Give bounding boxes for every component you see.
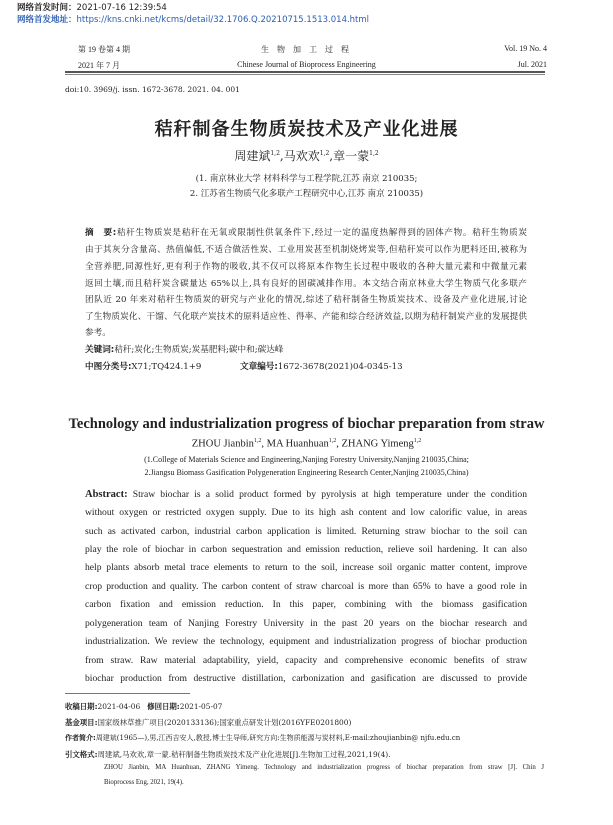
date-en: Jul. 2021 — [517, 60, 547, 69]
affil-sup: 1,2 — [413, 438, 422, 444]
abstract-en-line: play the role of biochar in carbon sequestration and emission reduction, relieve soil hardening. It can also — [85, 544, 527, 555]
affiliation-zh-1: (1. 南京林业大学 材料科学与工程学院,江苏 南京 210035; — [195, 174, 418, 184]
journal-en: Chinese Journal of Bioprocess Engineering — [237, 60, 376, 69]
fund-info — [65, 717, 351, 728]
label: 关键词: — [85, 345, 115, 355]
abstract-label: 摘 要: — [85, 228, 117, 238]
affiliation-en-1: (1.College of Materials Science and Engineering,Nanjing Forestry University,Nanjing 210035,China; — [144, 455, 469, 464]
abstract-zh-line: 团队近 20 年来对秸秆生物质炭的研究与产业化的情况,综述了秸秆制备生物质炭技术、设备及产业化进展,讨论 — [85, 295, 527, 305]
label: 网络首发时间： — [17, 3, 77, 13]
abstract-en-line: carbon fixation and emission reduction. In this paper, combining with the biomass gasification — [85, 599, 527, 610]
value: 国家级林草推广项目(2020133136);国家重点研发计划(2016YFE0201800) — [97, 718, 352, 727]
url-link[interactable]: https://kns.cnki.net/kcms/detail/32.1706.Q.20210715.1513.014.html — [76, 15, 370, 25]
clc-number — [85, 360, 201, 372]
value: 2021-07-16 12:39:54 — [76, 3, 167, 13]
citation-en-line: Bioprocess Eng, 2021, 19(4). — [104, 779, 184, 786]
title-en: Technology and industrialization progress of biochar preparation from straw — [68, 416, 545, 432]
value: 周建斌(1965—),男,江西吉安人,教授,博士生导师,研究方向:生物质能源与炭材料,E-mail:zhoujianbin@ njfu.edu.cn — [95, 734, 461, 742]
abstract-en-line — [85, 489, 527, 500]
footnote-rule — [65, 693, 190, 694]
abstract-label: Abstract: — [85, 489, 128, 500]
affil-sup: 1,2 — [253, 438, 262, 444]
article-number — [240, 360, 403, 372]
author: ZHANG Yimeng — [341, 438, 414, 450]
abstract-en-line: biochar production from destructive distillation, carbonization and gasification are discussed to provide — [85, 673, 527, 684]
citation-zh — [65, 749, 391, 760]
author: ZHOU Jianbin — [191, 438, 254, 450]
value: 秸秆;炭化;生物质炭;炭基肥料;碳中和;碳达峰 — [114, 345, 284, 355]
label: 文章编号: — [240, 362, 278, 372]
value: 2021-05-07 — [179, 702, 223, 711]
label: 作者简介: — [65, 734, 96, 742]
affil-sup: 1,2 — [319, 150, 330, 157]
title-zh: 秸秆制备生物质炭技术及产业化进展 — [154, 119, 459, 140]
keywords-zh — [85, 343, 283, 355]
online-publish-time — [17, 1, 167, 13]
online-publish-url[interactable] — [17, 13, 369, 25]
label: 修回日期: — [147, 702, 180, 711]
value: 1672-3678(2021)04-0345-13 — [277, 362, 403, 372]
abstract-zh-line: 了生物质炭化、干馏、气化联产炭技术的原料适应性、得率、产能和综合经济效益,以期为秸秆制炭产业的发展提供 — [85, 312, 527, 322]
volume-en: Vol. 19 No. 4 — [504, 44, 547, 53]
abstract-en-line: from straw. Raw material adaptability, yield, capacity and comprehensive economic benefits of straw — [85, 655, 527, 666]
abstract-zh-line: 返回土壤,而且秸秆炭含碳量达 65%以上,具有良好的固碳减排作用。本文结合南京林业大学生物质气化多联产 — [85, 279, 527, 289]
label: 引文格式: — [65, 750, 98, 759]
text: 秸秆生物质炭是秸秆在无氧或限制性供氧条件下,经过一定的温度热解得到的固体产物。秸秆生物质炭 — [116, 228, 528, 238]
abstract-zh-line: 由于其灰分含量高、热值偏低,不适合做活性炭、工业用炭甚至机制烧烤炭等,但秸秆炭可以作为肥料还田,被称为 — [85, 245, 527, 255]
abstract-en-line: such as activated carbon, industrial carbon application is limited. Returning straw biochar to the soil can — [85, 526, 527, 537]
affil-sup: 1,2 — [270, 150, 280, 157]
label: 网络首发地址： — [17, 15, 77, 25]
received-date — [65, 701, 222, 712]
header-rule — [65, 71, 545, 75]
abstract-en-line: industrialization. We review the technology, equipment and industrialization progress of biochar production — [85, 636, 527, 647]
author: MA Huanhuan — [266, 438, 329, 450]
author: 周建斌 — [234, 149, 271, 163]
volume-zh: 第 19 卷第 4 期 — [78, 45, 130, 54]
author: 章一蒙 — [333, 149, 370, 163]
affil-sup: 1,2 — [369, 150, 379, 157]
abstract-en-line: crop production and quality. The carbon content of straw charcoal is more than 65% to have a good role in — [85, 581, 527, 592]
abstract-zh-line: 全营养肥,同源性好,更有利于作物的吸收,其不仅可以将原本作物生长过程中吸收的各种大量元素和中微量元素 — [85, 262, 527, 272]
label: 中图分类号: — [85, 362, 132, 372]
doi: doi:10. 3969/j. issn. 1672-3678. 2021. 04. 001 — [65, 85, 240, 94]
abstract-en-line: help plants absorb metal trace elements to return to the soil, increase soil organic matter content, improve — [85, 562, 527, 573]
value: X71;TQ424.1+9 — [131, 362, 202, 372]
abstract-en-line: without oxygen or restricted oxygen supply. Due to its high ash content and low calorific value, in areas — [85, 507, 527, 518]
date-zh: 2021 年 7 月 — [78, 61, 120, 70]
journal-zh: 生 物 加 工 过 程 — [261, 45, 352, 54]
affiliation-en-2: 2.Jiangsu Biomass Gasification Polygeneration Engineering Research Center,Nanjing 210035,China) — [144, 468, 469, 477]
affil-sup: 1,2 — [328, 438, 337, 444]
value: 2021-04-06 — [97, 702, 141, 711]
author: 马欢欢 — [283, 149, 320, 163]
label: 收稿日期: — [65, 702, 98, 711]
citation-en-line: ZHOU Jianbin, MA Huanhuan, ZHANG Yimeng. Technology and industrialization progress of biochar preparation from straw [J]. Chin J — [104, 764, 544, 771]
affiliation-zh-2: 2. 江苏省生物质气化多联产工程研究中心,江苏 南京 210035) — [189, 189, 424, 199]
authors-en: ZHOU Jianbin$^{1,2}$, MA Huanhuan$^{1,2}$, ZHANG Yimeng$^{1,2}$ — [191, 438, 422, 450]
text: Straw biochar is a solid product formed by pyrolysis at high temperature under the condition — [132, 489, 527, 500]
authors-zh: 周建斌$^{1,2}$,马欢欢$^{1,2}$,章一蒙$^{1,2}$ — [234, 149, 379, 163]
label: 基金项目: — [65, 718, 98, 727]
value: 周建斌,马欢欢,章一蒙.秸秆制备生物质炭技术及产业化进展[J].生物加工过程,2021,19(4). — [97, 750, 391, 759]
abstract-en-line: polygeneration team of Nanjing Forestry University in the past 20 years on the biochar research and — [85, 618, 527, 629]
author-bio — [65, 733, 460, 743]
abstract-zh-line — [85, 226, 527, 238]
abstract-zh-line: 参考。 — [85, 328, 111, 338]
